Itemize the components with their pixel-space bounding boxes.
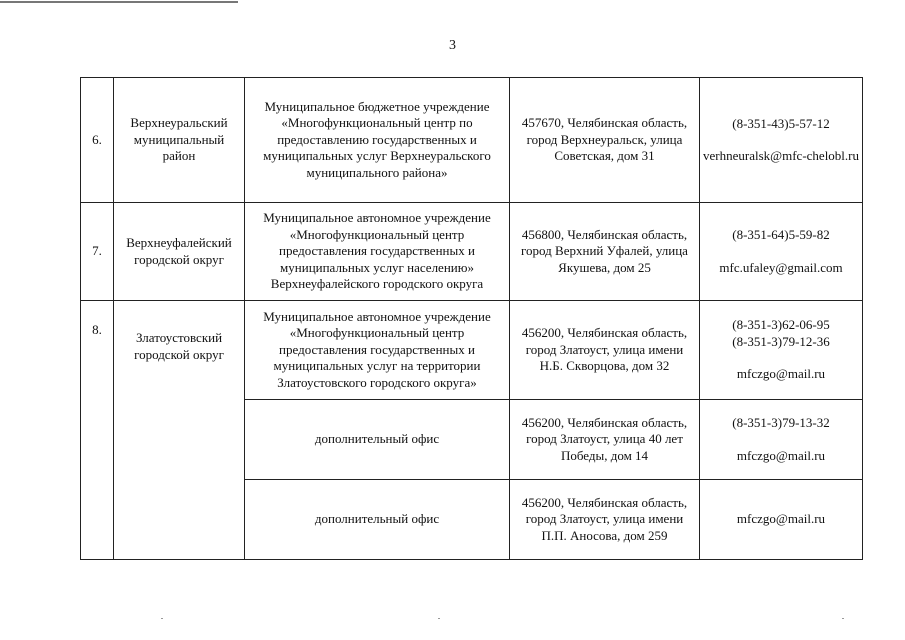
scan-speck bbox=[438, 618, 440, 619]
district-name: Верхнеуфалейский городской округ bbox=[114, 203, 245, 301]
row-number: 6. bbox=[81, 78, 114, 203]
email: mfczgo@mail.ru bbox=[736, 447, 826, 463]
email: mfczgo@mail.ru bbox=[736, 511, 826, 527]
table-row bbox=[81, 203, 863, 301]
email: mfczgo@mail.ru bbox=[736, 366, 826, 382]
contacts bbox=[700, 480, 863, 560]
address: 456800, Челябинская область, город Верхний Уфалей, улица Якушева, дом 25 bbox=[510, 203, 700, 301]
address: 456200, Челябинская область, город Златоуст, улица 40 лет Победы, дом 14 bbox=[510, 400, 700, 480]
contacts bbox=[700, 400, 863, 480]
row-number: 8. bbox=[81, 301, 114, 560]
scan-speck bbox=[842, 618, 844, 619]
phone: (8-351-3)62-06-95 bbox=[732, 317, 830, 333]
row-number: 7. bbox=[81, 203, 114, 301]
district-name: Златоустовский городской округ bbox=[114, 301, 245, 560]
scan-edge-line bbox=[0, 1, 238, 3]
phone: (8-351-64)5-59-82 bbox=[732, 227, 830, 242]
email: verhneuralsk@mfc-chelobl.ru bbox=[703, 148, 859, 163]
contacts bbox=[700, 203, 863, 301]
institution-name: Муниципальное автономное учреждение «Многофункциональный центр предоставления государственных и муниципальных услуг населению» Верхнеуфалейского городского округа bbox=[245, 203, 510, 301]
table-row bbox=[81, 301, 863, 400]
address: 456200, Челябинская область, город Златоуст, улица имени П.П. Аносова, дом 259 bbox=[510, 480, 700, 560]
page-number: 3 bbox=[449, 38, 456, 53]
phone: (8-351-43)5-57-12 bbox=[732, 115, 830, 131]
institution-name: дополнительный офис bbox=[245, 400, 510, 480]
phone: (8-351-3)79-12-36 bbox=[732, 333, 830, 349]
institution-name: Муниципальное бюджетное учреждение «Многофункциональный центр по предоставлению государственных и муниципальных услуг Верхнеуральского муниципального района» bbox=[245, 78, 510, 203]
email: mfc.ufaley@gmail.com bbox=[719, 259, 843, 275]
institution-name: дополнительный офис bbox=[245, 480, 510, 560]
contacts bbox=[700, 78, 863, 203]
address: 457670, Челябинская область, город Верхнеуральск, улица Советская, дом 31 bbox=[510, 78, 700, 203]
table-row bbox=[81, 78, 863, 203]
district-name: Верхнеуральский муниципальный район bbox=[114, 78, 245, 203]
phone: (8-351-3)79-13-32 bbox=[732, 415, 830, 430]
mfc-table bbox=[80, 77, 863, 560]
scan-speck bbox=[161, 618, 163, 619]
address: 456200, Челябинская область, город Златоуст, улица имени Н.Б. Скворцова, дом 32 bbox=[510, 301, 700, 400]
institution-name: Муниципальное автономное учреждение «Многофункциональный центр предоставления государственных и муниципальных услуг на территории Златоустовского городского округа» bbox=[245, 301, 510, 400]
contacts bbox=[700, 301, 863, 400]
